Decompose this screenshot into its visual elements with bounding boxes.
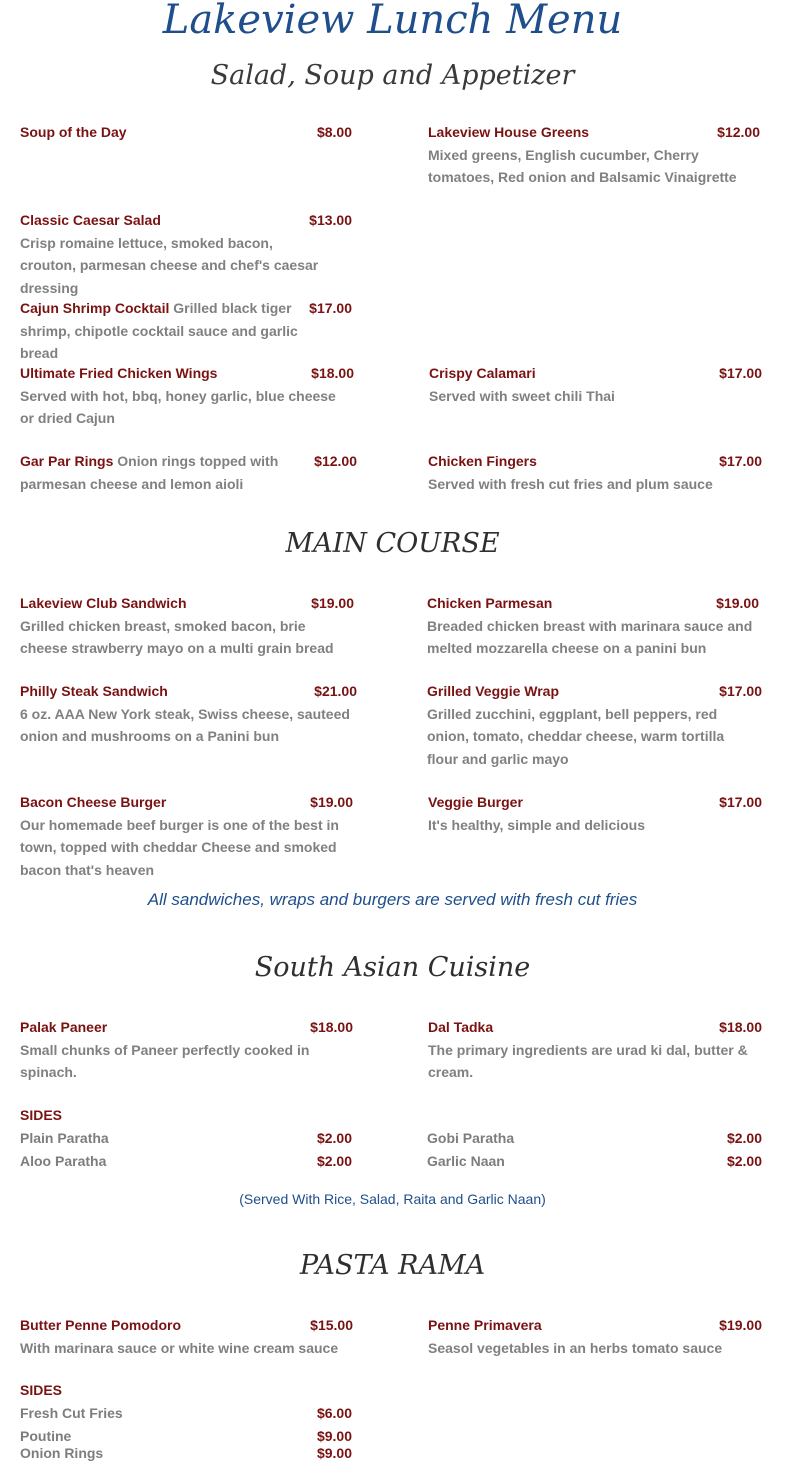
side-item-name: Plain Paratha bbox=[20, 1130, 109, 1146]
side-item-price: $6.00 bbox=[316, 1405, 352, 1421]
item-price: $17.00 bbox=[719, 794, 762, 810]
item-description: Served with sweet chili Thai bbox=[429, 387, 615, 404]
item-name: Veggie Burger bbox=[428, 794, 523, 810]
item-price: $19.00 bbox=[310, 794, 353, 810]
south-asian-note: (Served With Rice, Salad, Raita and Garlic Naan) bbox=[239, 1191, 546, 1207]
item-description: It's healthy, simple and delicious bbox=[428, 816, 646, 833]
item-price: $12.00 bbox=[717, 124, 760, 140]
side-item-price: $2.00 bbox=[316, 1153, 352, 1169]
item-description: Our homemade beef burger is one of the best in town, topped with cheddar Cheese and smoked bacon that's heaven bbox=[20, 816, 339, 879]
item-description: Grilled zucchini, eggplant, bell peppers, red onion, tomato, cheddar cheese, warm tortilla flour and garlic mayo bbox=[427, 705, 725, 768]
item-description: Served with fresh cut fries and plum sauce bbox=[428, 475, 713, 492]
side-item-name: Fresh Cut Fries bbox=[20, 1405, 123, 1421]
item-name: Penne Primavera bbox=[428, 1317, 542, 1333]
side-item-name: Aloo Paratha bbox=[20, 1153, 107, 1169]
item-name: Palak Paneer bbox=[20, 1019, 108, 1035]
item-name: Gar Par Rings bbox=[20, 453, 114, 469]
item-description: Crisp romaine lettuce, smoked bacon, crouton, parmesan cheese and chef's caesar dressing bbox=[20, 234, 319, 297]
item-name: Cajun Shrimp Cocktail bbox=[20, 300, 170, 316]
item-name: Lakeview House Greens bbox=[428, 124, 590, 140]
item-description: Seasol vegetables in an herbs tomato sauce bbox=[428, 1339, 723, 1356]
item-price: $18.00 bbox=[719, 1019, 762, 1035]
appetizer-section-title: Salad, Soup and Appetizer bbox=[210, 60, 575, 91]
item-price: $18.00 bbox=[310, 1019, 353, 1035]
side-item-name: Poutine bbox=[20, 1428, 72, 1444]
side-item-name: Onion Rings bbox=[20, 1445, 104, 1461]
side-item-name: Garlic Naan bbox=[427, 1153, 505, 1169]
menu-item bbox=[20, 209, 320, 300]
item-name: Butter Penne Pomodoro bbox=[20, 1317, 182, 1333]
item-name: Classic Caesar Salad bbox=[20, 212, 161, 228]
item-description: 6 oz. AAA New York steak, Swiss cheese, sauteed onion and mushrooms on a Panini bun bbox=[20, 705, 350, 745]
side-item-price: $2.00 bbox=[726, 1130, 762, 1146]
item-description: Grilled black tiger shrimp, chipotle cocktail sauce and garlic bread bbox=[20, 300, 298, 362]
side-item-price: $2.00 bbox=[316, 1130, 352, 1146]
item-price: $17.00 bbox=[719, 453, 762, 469]
item-name: Crispy Calamari bbox=[429, 365, 536, 381]
item-description: Grilled chicken breast, smoked bacon, brie cheese strawberry mayo on a multi grain bread bbox=[20, 617, 334, 657]
side-item-name: Gobi Paratha bbox=[427, 1130, 515, 1146]
pasta-title: PASTA RAMA bbox=[299, 1250, 486, 1281]
item-description: Served with hot, bbq, honey garlic, blue cheese or dried Cajun bbox=[20, 387, 336, 427]
item-description: Mixed greens, English cucumber, Cherry tomatoes, Red onion and Balsamic Vinaigrette bbox=[428, 146, 737, 186]
item-description: Small chunks of Paneer perfectly cooked in spinach. bbox=[20, 1041, 310, 1081]
item-price: $18.00 bbox=[311, 365, 354, 381]
menu-item bbox=[20, 450, 280, 495]
sides-heading: SIDES bbox=[20, 1382, 63, 1398]
item-price: $12.00 bbox=[314, 453, 357, 469]
item-price: $17.00 bbox=[719, 365, 762, 381]
item-name: Chicken Parmesan bbox=[427, 595, 553, 611]
south-asian-title: South Asian Cuisine bbox=[254, 952, 531, 983]
item-price: $21.00 bbox=[314, 683, 357, 699]
item-description: With marinara sauce or white wine cream sauce bbox=[20, 1339, 339, 1356]
item-price: $15.00 bbox=[310, 1317, 353, 1333]
item-name: Grilled Veggie Wrap bbox=[427, 683, 560, 699]
item-name: Dal Tadka bbox=[428, 1019, 494, 1035]
item-price: $17.00 bbox=[719, 683, 762, 699]
item-name: Bacon Cheese Burger bbox=[20, 794, 167, 810]
item-price: $8.00 bbox=[316, 124, 352, 140]
side-item-price: $2.00 bbox=[726, 1153, 762, 1169]
item-description: The primary ingredients are urad ki dal, butter & cream. bbox=[428, 1041, 748, 1081]
item-price: $19.00 bbox=[311, 595, 354, 611]
item-description: Onion rings topped with parmesan cheese and lemon aioli bbox=[20, 453, 279, 492]
sides-heading: SIDES bbox=[20, 1107, 63, 1123]
main-course-note: All sandwiches, wraps and burgers are served with fresh cut fries bbox=[147, 890, 638, 909]
item-price: $13.00 bbox=[309, 212, 352, 228]
item-name: Soup of the Day bbox=[20, 124, 127, 140]
main-course-title: MAIN COURSE bbox=[285, 528, 500, 559]
item-price: $19.00 bbox=[719, 1317, 762, 1333]
item-name: Chicken Fingers bbox=[428, 453, 537, 469]
item-price: $19.00 bbox=[716, 595, 759, 611]
side-item-price: $9.00 bbox=[316, 1428, 352, 1444]
item-name: Lakeview Club Sandwich bbox=[20, 595, 187, 611]
item-name: Philly Steak Sandwich bbox=[20, 683, 168, 699]
item-description: Breaded chicken breast with marinara sauce and melted mozzarella cheese on a panini bun bbox=[427, 617, 753, 657]
menu-title: Lakeview Lunch Menu bbox=[162, 0, 623, 43]
side-item-price: $9.00 bbox=[316, 1445, 352, 1461]
item-name: Ultimate Fried Chicken Wings bbox=[20, 365, 218, 381]
item-price: $17.00 bbox=[309, 300, 352, 316]
